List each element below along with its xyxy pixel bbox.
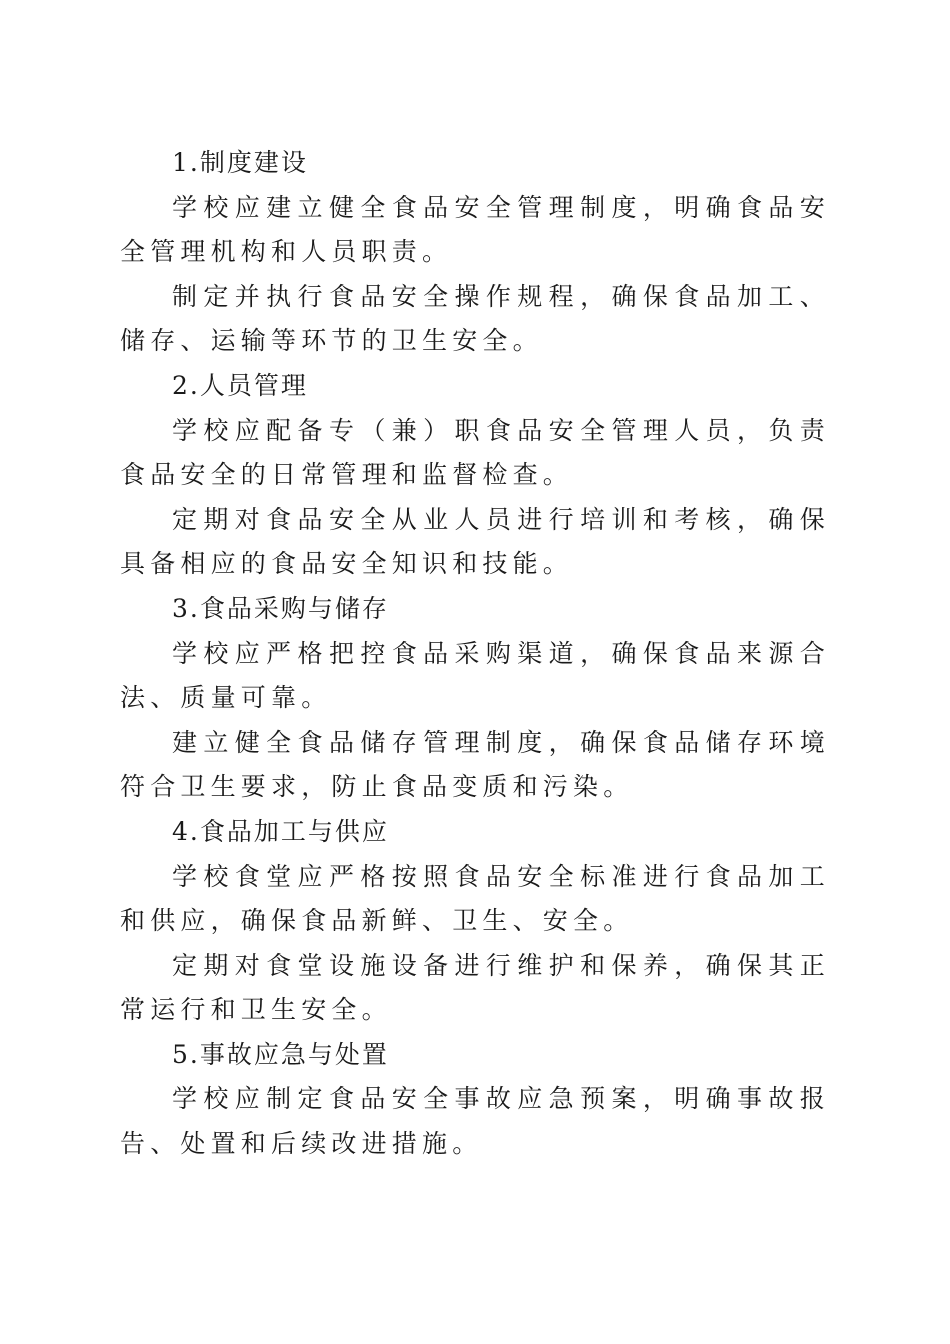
section-heading: 4.食品加工与供应 — [172, 816, 389, 846]
paragraph: 学校应制定食品安全事故应急预案，明确事故报告、处置和后续改进措施。 — [120, 1084, 830, 1159]
paragraph: 建立健全食品储存管理制度，确保食品储存环境符合卫生要求，防止食品变质和污染。 — [120, 727, 830, 802]
paragraph: 制定并执行食品安全操作规程，确保食品加工、储存、运输等环节的卫生安全。 — [120, 281, 830, 356]
paragraph: 学校应配备专（兼）职食品安全管理人员，负责食品安全的日常管理和监督检查。 — [120, 415, 830, 490]
paragraph: 学校食堂应严格按照食品安全标准进行食品加工和供应，确保食品新鲜、卫生、安全。 — [120, 861, 830, 936]
paragraph: 学校应建立健全食品安全管理制度，明确食品安全管理机构和人员职责。 — [120, 192, 830, 267]
paragraph: 学校应严格把控食品采购渠道，确保食品来源合法、质量可靠。 — [120, 638, 830, 713]
paragraph: 定期对食品安全从业人员进行培训和考核，确保具备相应的食品安全知识和技能。 — [120, 504, 830, 579]
section-heading: 1.制度建设 — [172, 148, 308, 177]
document-body — [120, 141, 830, 1167]
section-heading: 3.食品采购与储存 — [172, 593, 389, 623]
section-heading: 2.人员管理 — [172, 370, 308, 400]
paragraph: 定期对食堂设施设备进行维护和保养，确保其正常运行和卫生安全。 — [120, 950, 830, 1025]
section-heading: 5.事故应急与处置 — [172, 1039, 389, 1069]
